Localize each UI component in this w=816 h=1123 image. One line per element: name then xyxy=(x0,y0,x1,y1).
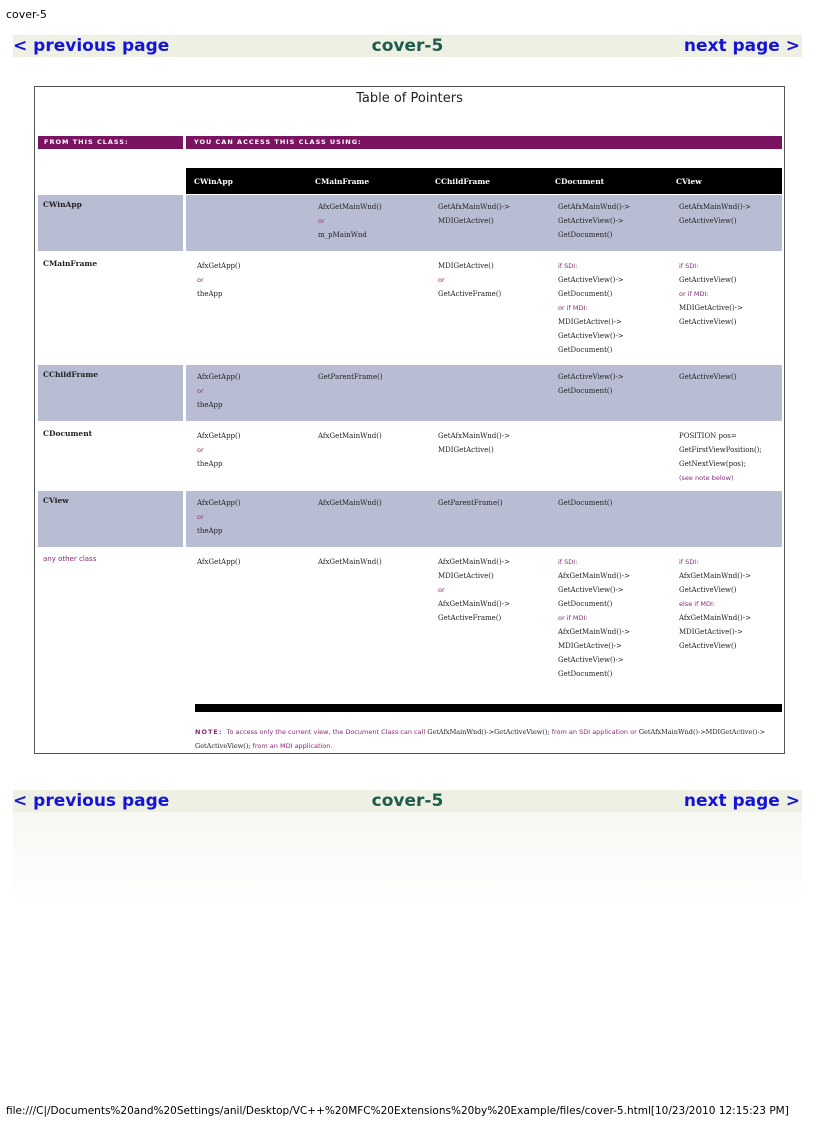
table-cell xyxy=(438,200,510,228)
table-row xyxy=(38,491,782,547)
column-header: CDocument xyxy=(555,177,605,186)
table-cell xyxy=(197,496,241,538)
cell-line: AfxGetMainWnd()-> xyxy=(558,628,630,636)
row-label: any other class xyxy=(43,555,97,563)
previous-page-link[interactable]: < previous page xyxy=(13,791,170,811)
figure-title: Table of Pointers xyxy=(356,91,463,106)
cell-line: theApp xyxy=(197,290,223,298)
note-code: GetAfxMainWnd()->GetActiveView(); xyxy=(427,728,550,736)
table-cell xyxy=(197,429,241,471)
cell-line: GetActiveView() xyxy=(679,642,737,650)
cell-line: or xyxy=(197,513,204,521)
cell-line: GetDocument() xyxy=(558,387,613,395)
note-text: from an MDI application. xyxy=(252,742,333,750)
row-label: CChildFrame xyxy=(43,370,99,379)
table-cell xyxy=(679,429,762,485)
cell-line: GetActiveView() xyxy=(679,373,737,381)
cell-line: AfxGetMainWnd() xyxy=(318,499,382,507)
top-nav-bar xyxy=(13,35,802,57)
cell-line: AfxGetMainWnd()-> xyxy=(679,614,751,622)
cell-line: GetActiveView() xyxy=(679,586,737,594)
cell-line: or if MDI: xyxy=(679,290,709,298)
table-cell xyxy=(438,496,503,510)
cell-line: AfxGetMainWnd()-> xyxy=(438,558,510,566)
cell-line: or xyxy=(318,217,325,225)
column-header-bar xyxy=(186,168,782,194)
row-label: CDocument xyxy=(43,429,93,438)
note-code: GetAfxMainWnd()->MDIGetActive()-> xyxy=(638,728,766,736)
table-cell xyxy=(679,555,751,653)
cell-line: AfxGetApp() xyxy=(197,262,241,270)
cell-line: theApp xyxy=(197,527,223,535)
cell-line: AfxGetMainWnd()-> xyxy=(558,572,630,580)
table-row xyxy=(38,550,782,690)
cell-line: GetActiveView()-> xyxy=(558,217,624,225)
cell-line: GetActiveFrame() xyxy=(438,614,502,622)
cell-line: GetActiveFrame() xyxy=(438,290,502,298)
cell-line: or xyxy=(197,446,204,454)
next-page-link[interactable]: next page > xyxy=(683,36,800,56)
row-label: CWinApp xyxy=(43,200,82,209)
table-cell xyxy=(438,555,510,625)
table-cell xyxy=(438,259,501,301)
cell-line: GetActiveView() xyxy=(679,276,737,284)
cell-line: MDIGetActive() xyxy=(438,572,494,580)
table-note xyxy=(195,725,780,753)
column-header: CWinApp xyxy=(194,177,233,186)
from-class-header: FROM THIS CLASS: xyxy=(38,136,183,149)
access-class-header: YOU CAN ACCESS THIS CLASS USING: xyxy=(186,136,782,149)
nav-title: cover-5 xyxy=(371,36,444,56)
note-code: GetActiveView(); xyxy=(195,742,251,750)
previous-page-link[interactable]: < previous page xyxy=(13,36,170,56)
cell-line: GetActiveView()-> xyxy=(558,332,624,340)
cell-line: GetParentFrame() xyxy=(438,499,503,507)
cell-line: or xyxy=(438,276,445,284)
bottom-nav-bar xyxy=(13,790,802,812)
decorative-band xyxy=(13,812,802,902)
table-cell xyxy=(679,370,736,384)
cell-line: theApp xyxy=(197,460,223,468)
cell-line: GetDocument() xyxy=(558,346,613,354)
cell-line: GetParentFrame() xyxy=(318,373,383,381)
cell-line: GetDocument() xyxy=(558,290,613,298)
cell-line: AfxGetApp() xyxy=(197,432,241,440)
cell-line: m_pMainWnd xyxy=(318,231,367,239)
cell-line: GetNextView(pos); xyxy=(679,460,746,468)
cell-line: GetActiveView()-> xyxy=(558,373,624,381)
cell-line: AfxGetApp() xyxy=(197,373,241,381)
cell-line: if SDI: xyxy=(679,262,699,270)
cell-line: GetActiveView()-> xyxy=(558,586,624,594)
table-row xyxy=(38,365,782,421)
cell-line: AfxGetMainWnd() xyxy=(318,203,382,211)
table-row xyxy=(38,424,782,488)
column-header: CChildFrame xyxy=(435,177,491,186)
cell-line: GetDocument() xyxy=(558,231,613,239)
table-of-pointers-figure xyxy=(34,86,785,754)
cell-line: (see note below) xyxy=(679,474,734,482)
cell-line: GetAfxMainWnd()-> xyxy=(679,203,751,211)
cell-line: MDIGetActive()-> xyxy=(679,304,743,312)
row-label: CView xyxy=(43,496,69,505)
cell-line: else if MDI: xyxy=(679,600,716,608)
table-cell xyxy=(197,555,241,569)
note-label: NOTE: xyxy=(195,728,223,736)
note-text: To access only the current view, the Document Class can call xyxy=(226,728,426,736)
table-cell xyxy=(318,429,382,443)
note-text: from an SDI application or xyxy=(551,728,637,736)
cell-line: or if MDI: xyxy=(558,304,588,312)
table-row xyxy=(38,254,782,362)
table-cell xyxy=(438,429,510,457)
cell-line: AfxGetApp() xyxy=(197,499,241,507)
table-cell xyxy=(558,259,624,357)
table-cell xyxy=(558,200,630,242)
table-bottom-rule xyxy=(195,704,782,712)
cell-line: GetActiveView()-> xyxy=(558,656,624,664)
cell-line: theApp xyxy=(197,401,223,409)
column-header: CView xyxy=(676,177,702,186)
cell-line: MDIGetActive()-> xyxy=(679,628,743,636)
cell-line: GetDocument() xyxy=(558,499,613,507)
cell-line: or xyxy=(438,586,445,594)
cell-line: GetActiveView() xyxy=(679,217,737,225)
cell-line: AfxGetMainWnd() xyxy=(318,558,382,566)
cell-line: GetActiveView() xyxy=(679,318,737,326)
cell-line: GetAfxMainWnd()-> xyxy=(558,203,630,211)
table-cell xyxy=(318,200,382,242)
cell-line: or if MDI: xyxy=(558,614,588,622)
cell-line: AfxGetMainWnd()-> xyxy=(679,572,751,580)
table-cell xyxy=(197,370,241,412)
cell-line: POSITION pos= xyxy=(679,432,737,440)
cell-line: GetAfxMainWnd()-> xyxy=(438,432,510,440)
table-cell xyxy=(679,259,743,329)
cell-line: MDIGetActive()-> xyxy=(558,318,622,326)
cell-line: MDIGetActive() xyxy=(438,217,494,225)
table-cell xyxy=(318,555,382,569)
cell-line: GetActiveView()-> xyxy=(558,276,624,284)
table-cell xyxy=(558,370,624,398)
column-header: CMainFrame xyxy=(315,177,370,186)
cell-line: or xyxy=(197,276,204,284)
table-cell xyxy=(558,555,630,681)
table-cell xyxy=(679,200,751,228)
next-page-link[interactable]: next page > xyxy=(683,791,800,811)
table-cell xyxy=(197,259,241,301)
table-cell xyxy=(558,496,612,510)
cell-line: if SDI: xyxy=(679,558,699,566)
cell-line: GetFirstViewPosition(); xyxy=(679,446,762,454)
cell-line: if SDI: xyxy=(558,262,578,270)
cell-line: AfxGetMainWnd() xyxy=(318,432,382,440)
cell-line: MDIGetActive()-> xyxy=(558,642,622,650)
cell-line: GetAfxMainWnd()-> xyxy=(438,203,510,211)
cell-line: AfxGetApp() xyxy=(197,558,241,566)
cell-line: GetDocument() xyxy=(558,670,613,678)
cell-line: AfxGetMainWnd()-> xyxy=(438,600,510,608)
footer-url: file:///C|/Documents%20and%20Settings/anil/Desktop/VC++%20MFC%20Extensions%20by%20Example/files/cover-5.html[10/23/2010 12:15:23 PM] xyxy=(6,1105,789,1117)
page-label: cover-5 xyxy=(6,8,47,21)
nav-title: cover-5 xyxy=(371,791,444,811)
cell-line: GetDocument() xyxy=(558,600,613,608)
cell-line: if SDI: xyxy=(558,558,578,566)
row-label: CMainFrame xyxy=(43,259,98,268)
cell-line: or xyxy=(197,387,204,395)
table-cell xyxy=(318,370,383,384)
cell-line: MDIGetActive() xyxy=(438,446,494,454)
cell-line: MDIGetActive() xyxy=(438,262,494,270)
table-cell xyxy=(318,496,382,510)
table-row xyxy=(38,195,782,251)
